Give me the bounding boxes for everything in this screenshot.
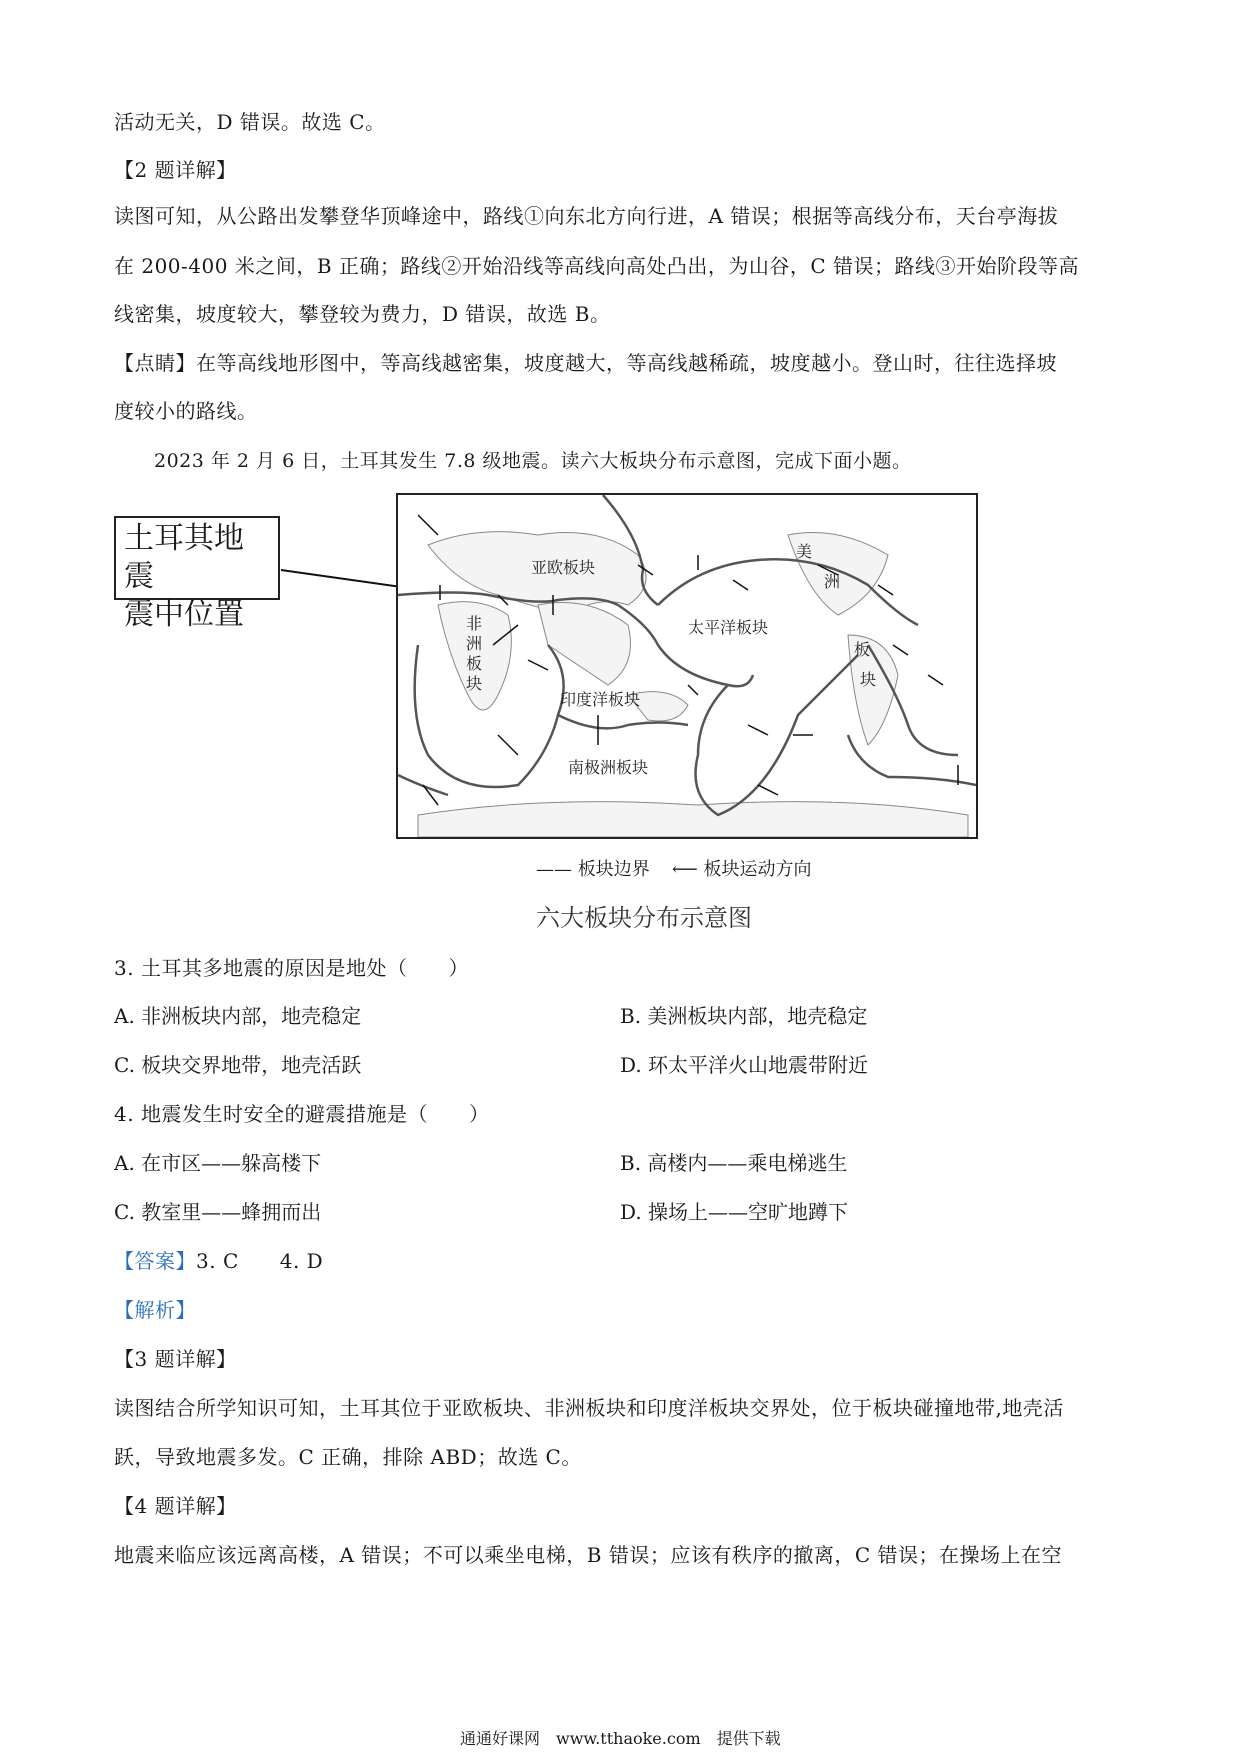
- svg-text:洲: 洲: [466, 634, 483, 653]
- plate-map: [396, 493, 978, 839]
- label-pacific-plate: 太平洋板块: [688, 618, 769, 637]
- svg-text:块: 块: [860, 670, 877, 689]
- q4-option-d: D. 操场上——空旷地蹲下: [620, 1200, 849, 1224]
- q3-option-c: C. 板块交界地带，地壳活跃: [114, 1053, 362, 1077]
- detail-3-line-2: 跃，导致地震多发。C 正确，排除 ABD；故选 C。: [114, 1445, 582, 1469]
- svg-text:洲: 洲: [824, 572, 841, 591]
- section-heading: 【2 题详解】: [114, 158, 237, 182]
- answer-text: 3. C 4. D: [196, 1249, 324, 1273]
- answer-tag: 【答案】: [114, 1249, 196, 1273]
- svg-text:美: 美: [796, 542, 813, 561]
- detail-3-heading: 【3 题详解】: [114, 1347, 237, 1371]
- detail-3-line-1: 读图结合所学知识可知，土耳其位于亚欧板块、非洲板块和印度洋板块交界处，位于板块碰撞地带,地壳活: [114, 1396, 1064, 1420]
- boundary-line-icon: ——: [536, 859, 572, 880]
- question-intro: 2023 年 2 月 6 日，土耳其发生 7.8 级地震。读六大板块分布示意图，完成下面小题。: [154, 450, 912, 472]
- q3-option-a: A. 非洲板块内部，地壳稳定: [114, 1004, 362, 1028]
- q3-option-d: D. 环太平洋火山地震带附近: [620, 1053, 869, 1077]
- detail-4-line-1: 地震来临应该远离高楼，A 错误；不可以乘坐电梯，B 错误；应该有秩序的撤离，C 错误；在操场上在空: [114, 1543, 1063, 1567]
- analysis-tag: 【解析】: [114, 1298, 196, 1322]
- detail-4-heading: 【4 题详解】: [114, 1494, 237, 1518]
- paragraph-line: 线密集，坡度较大，攀登较为费力，D 错误，故选 B。: [114, 302, 611, 326]
- tip-tag: 【点睛】: [114, 351, 196, 375]
- label-indian-plate: 印度洋板块: [560, 690, 641, 709]
- label-eurasian-plate: 亚欧板块: [531, 558, 596, 577]
- legend-boundary: [536, 855, 650, 881]
- legend-boundary-label: 板块边界: [577, 859, 650, 880]
- question-4-stem: 4. 地震发生时安全的避震措施是（ ）: [114, 1102, 490, 1126]
- paragraph-line: 活动无关，D 错误。故选 C。: [114, 110, 386, 134]
- plate-map-svg: [398, 495, 976, 837]
- svg-text:块: 块: [466, 674, 483, 693]
- map-title: 六大板块分布示意图: [536, 904, 752, 932]
- svg-text:板: 板: [854, 640, 871, 659]
- q4-option-c: C. 教室里——蜂拥而出: [114, 1200, 322, 1224]
- q4-option-b: B. 高楼内——乘电梯逃生: [620, 1151, 848, 1175]
- q4-option-a: A. 在市区——躲高楼下: [114, 1151, 322, 1175]
- q3-option-b: B. 美洲板块内部，地壳稳定: [620, 1004, 868, 1028]
- label-antarctic-plate: 南极洲板块: [568, 758, 649, 777]
- callout-line-1: 土耳其地震: [124, 521, 244, 594]
- question-3-stem: 3. 土耳其多地震的原因是地处（ ）: [114, 956, 469, 980]
- label-african-plate: [466, 614, 482, 693]
- callout-line-2: 震中位置: [124, 597, 244, 632]
- svg-text:板: 板: [466, 654, 483, 673]
- paragraph-line: 在 200-400 米之间，B 正确；路线②开始沿线等高线向高处凸出，为山谷，C 错误；路线③开始阶段等高: [114, 254, 1080, 278]
- legend-arrow: [672, 855, 812, 881]
- page-footer: 通通好课网 www.tthaoke.com 提供下载: [460, 1729, 781, 1748]
- paragraph-line: 度较小的路线。: [114, 399, 258, 423]
- arrow-left-icon: ⟵: [672, 859, 698, 880]
- svg-text:非: 非: [466, 614, 483, 633]
- answer-line: [114, 1245, 323, 1274]
- paragraph-line: 读图可知，从公路出发攀登华顶峰途中，路线①向东北方向行进，A 错误；根据等高线分布，天台亭海拔: [114, 204, 1059, 228]
- tip-text: 在等高线地形图中，等高线越密集，坡度越大，等高线越稀疏，坡度越小。登山时，往往选择坡: [196, 351, 1057, 375]
- legend-arrow-label: 板块运动方向: [703, 859, 812, 880]
